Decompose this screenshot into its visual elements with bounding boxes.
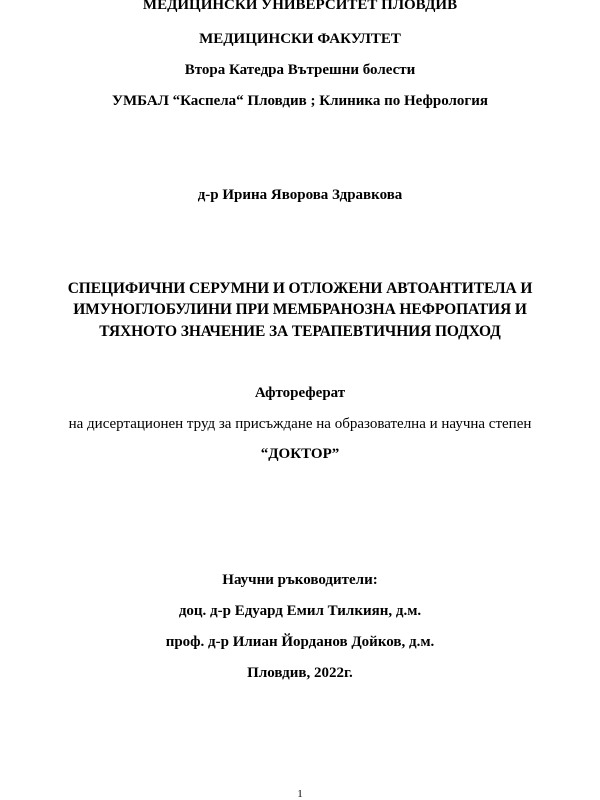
document-type: Афтореферат [254,385,346,401]
place-and-date: Пловдив, 2022г. [247,665,353,681]
dissertation-title-line-3: ТЯХНОТО ЗНАЧЕНИЕ ЗА ТЕРАПЕВТИЧНИЯ ПОДХОД [99,323,501,340]
supervisor-first: доц. д-р Едуард Емил Тилкиян, д.м. [178,603,422,619]
page-number: 1 [297,788,303,800]
supervisor-second: проф. д-р Илиан Йорданов Дойков, д.м. [165,634,435,650]
author-name: д-р Ирина Яворова Здравкова [197,187,403,203]
dissertation-title-line-1: СПЕЦИФИЧНИ СЕРУМНИ И ОТЛОЖЕНИ АВТОАНТИТЕЛА И [67,280,533,297]
document-purpose: на дисертационен труд за присъждане на образователна и научна степен [68,416,532,432]
degree-name: “ДОКТОР” [260,446,340,462]
supervisors-heading: Научни ръководители: [222,572,378,588]
university-name: МЕДИЦИНСКИ УНИВЕРСИТЕТ ПЛОВДИВ [142,0,458,13]
department-name: Втора Катедра Вътрешни болести [184,62,416,78]
dissertation-title-line-2: ИМУНОГЛОБУЛИНИ ПРИ МЕМБРАНОЗНА НЕФРОПАТИЯ И [73,301,527,318]
clinic-name: УМБАЛ “Каспела“ Пловдив ; Клиника по Нефрология [111,93,488,109]
faculty-name: МЕДИЦИНСКИ ФАКУЛТЕТ [199,31,401,47]
